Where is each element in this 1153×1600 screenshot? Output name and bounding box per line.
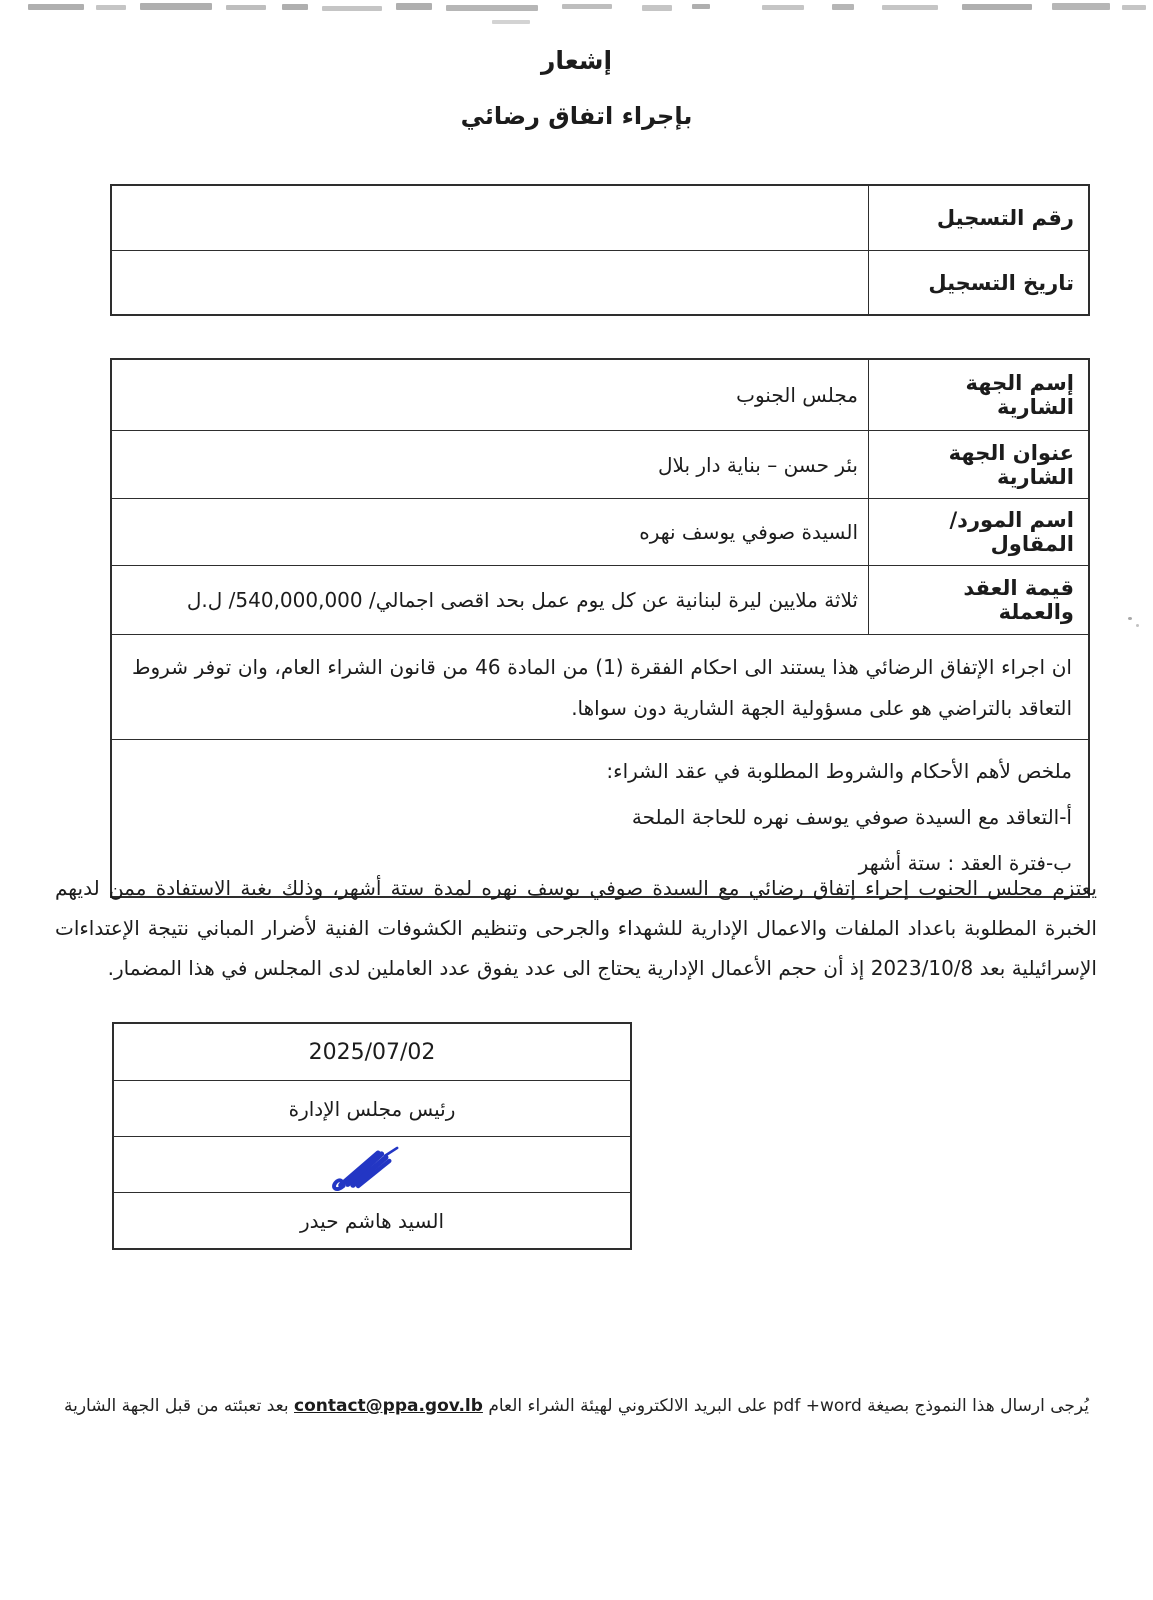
scan-smudge — [1128, 617, 1132, 620]
details-table — [110, 358, 1090, 898]
table-row-buyer-address — [112, 430, 1088, 498]
signature-table — [112, 1022, 632, 1250]
scan-noise-mark — [762, 5, 804, 10]
table-row-registration-number — [112, 186, 1088, 250]
scan-noise-mark — [322, 6, 382, 11]
footer-file-format: pdf +word — [772, 1396, 862, 1416]
buyer-address-value: بئر حسن – بناية دار بلال — [658, 452, 858, 477]
contract-value-label: قيمة العقد والعملة — [868, 566, 1088, 634]
footer-text-middle: على البريد الالكتروني لهيئة الشراء العام — [488, 1396, 768, 1416]
table-row-buyer-name — [112, 360, 1088, 430]
scan-noise-mark — [226, 5, 266, 10]
signature-row — [114, 1136, 630, 1192]
scan-noise-mark — [396, 3, 432, 10]
document-title — [0, 46, 1153, 130]
buyer-name-value: مجلس الجنوب — [736, 383, 858, 407]
scan-noise-mark — [642, 5, 672, 11]
contact-email-link[interactable]: contact@ppa.gov.lb — [294, 1396, 483, 1416]
scan-noise-mark — [832, 4, 854, 10]
scan-noise-mark — [882, 5, 938, 10]
scan-noise-mark — [1052, 3, 1110, 10]
signature-date: 2025/07/02 — [308, 1039, 436, 1065]
table-row-contract-value — [112, 565, 1088, 634]
signer-name: السيد هاشم حيدر — [114, 1192, 630, 1248]
scan-noise-mark — [492, 20, 530, 24]
registration-number-label: رقم التسجيل — [868, 186, 1088, 250]
scan-noise-strip — [0, 0, 1153, 30]
scan-smudge — [1136, 624, 1139, 627]
registration-date-value — [112, 251, 868, 314]
title-line-1: إشعار — [540, 46, 613, 75]
scan-noise-mark — [692, 4, 710, 9]
scan-noise-mark — [282, 4, 308, 10]
summary-item-b: ب-فترة العقد : ستة أشهر — [858, 851, 1072, 875]
registration-date-label: تاريخ التسجيل — [868, 251, 1088, 314]
signer-title: رئيس مجلس الإدارة — [114, 1080, 630, 1136]
legal-note-text: ان اجراء الإتفاق الرضائي هذا يستند الى احكام الفقرة (1) من المادة 46 من قانون الشراء العام، وان توفر شروط التعاقد بالتراضي هو على مسؤولية الجهة الشارية دون سواها. — [132, 655, 1072, 720]
signature-ink-icon — [317, 1141, 427, 1193]
summary-item-a: أ-التعاقد مع السيدة صوفي يوسف نهره للحاجة الملحة — [631, 805, 1072, 829]
footer-text-after: بعد تعبئته من قبل الجهة الشارية — [63, 1396, 289, 1416]
footer-note — [0, 1396, 1153, 1416]
registration-table — [110, 184, 1090, 316]
table-row-registration-date — [112, 250, 1088, 314]
scan-noise-mark — [28, 4, 84, 10]
table-row-supplier-name — [112, 498, 1088, 565]
footer-text-before-format: يُرجى ارسال هذا النموذج بصيغة — [867, 1396, 1090, 1416]
scan-noise-mark — [962, 4, 1032, 10]
registration-number-value — [112, 186, 868, 250]
intent-paragraph: يعتزم مجلس الجنوب إجراء إتفاق رضائي مع السيدة صوفي يوسف نهره لمدة ستة أشهر، وذلك بغية الاستفادة ممن لديهم الخبرة المطلوبة باعداد الملفات والاعمال الإدارية للشهداء والجرحى وتنظيم الكشوفات الفنية لأضرار المباني نتيجة الإعتداءات الإسرائيلية بعد 2023/10/8 إذ أن حجم الأعمال الإدارية يحتاج الى عدد يفوق عدد العاملين لدى المجلس في هذا المضمار. — [55, 876, 1097, 980]
scan-noise-mark — [446, 5, 538, 11]
supplier-name-value: السيدة صوفي يوسف نهره — [639, 520, 858, 544]
supplier-name-label: اسم المورد/المقاول — [868, 499, 1088, 565]
scan-noise-mark — [1122, 5, 1146, 10]
title-line-2: بإجراء اتفاق رضائي — [460, 102, 693, 130]
scan-noise-mark — [140, 3, 212, 10]
buyer-name-label: إسم الجهة الشارية — [868, 360, 1088, 430]
table-row-legal-note — [112, 634, 1088, 739]
scan-noise-mark — [562, 4, 612, 9]
buyer-address-label: عنوان الجهة الشارية — [868, 431, 1088, 498]
summary-heading: ملخص لأهم الأحكام والشروط المطلوبة في عقد الشراء: — [606, 759, 1072, 783]
contract-value-value: ثلاثة ملايين ليرة لبنانية عن كل يوم عمل بحد اقصى اجمالي/ 540,000,000/ ل.ل — [186, 588, 858, 612]
scan-noise-mark — [96, 5, 126, 10]
